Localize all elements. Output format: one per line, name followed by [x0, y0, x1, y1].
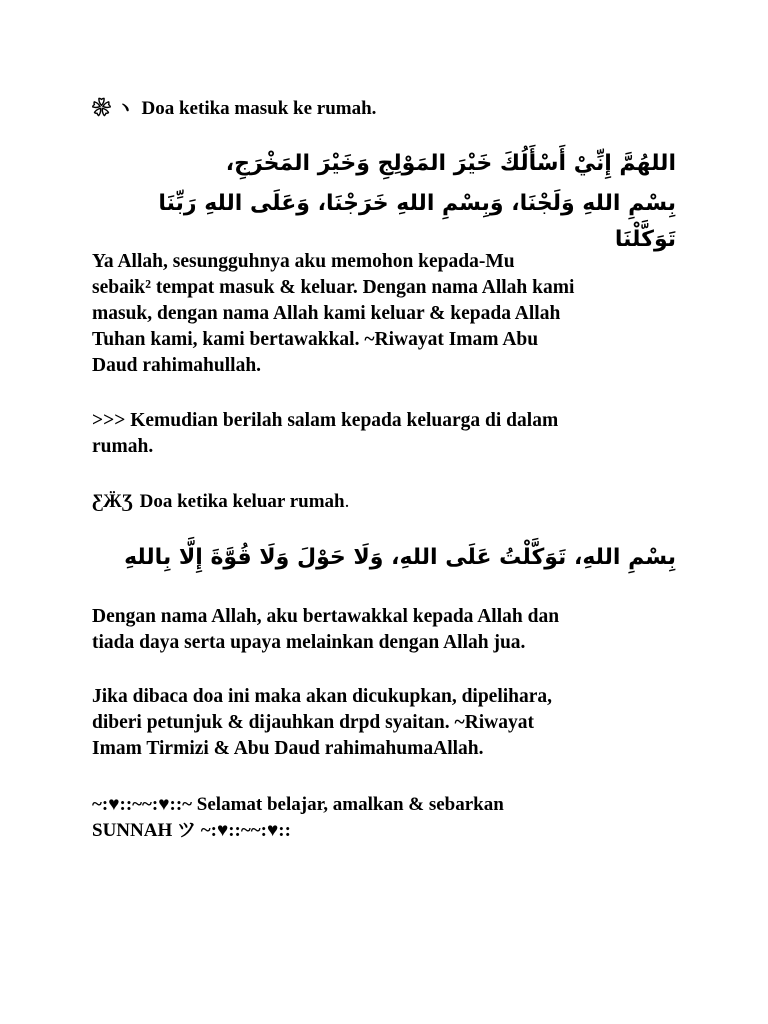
benefit-line: Jika dibaca doa ini maka akan dicukupkan, dipelihara,: [92, 686, 553, 707]
note-line: rumah.: [92, 436, 154, 457]
benefit-line: Imam Tirmizi & Abu Daud rahimahumaAllah.: [92, 738, 484, 759]
translation-line: tiada daya serta upaya melainkan dengan Allah jua.: [92, 632, 526, 653]
closing-line1: ~:♥::~~:♥::~ Selamat belajar, amalkan & sebarkan: [92, 794, 504, 815]
translation-line: masuk, dengan nama Allah kami keluar & kepada Allah: [92, 303, 561, 324]
section2-translation: [92, 604, 692, 656]
section1-translation: [92, 249, 692, 379]
translation-line: Dengan nama Allah, aku bertawakkal kepada Allah dan: [92, 606, 560, 627]
section1-title: Doa ketika masuk ke rumah.: [141, 98, 377, 119]
note-line: >>> Kemudian berilah salam kepada keluarga di dalam: [92, 410, 559, 431]
section2-benefit: [92, 684, 692, 762]
section2-heading: [92, 491, 349, 513]
translation-line: Tuhan kami, kami bertawakkal. ~Riwayat Imam Abu: [92, 329, 539, 350]
closing-message: [92, 792, 692, 844]
section2-arabic-line1: بِسْمِ اللهِ، تَوَكَّلْتُ عَلَى اللهِ، وَلَا حَوْلَ وَلَا قُوَّةَ إِلَّا بِاللهِ: [124, 545, 676, 570]
translation-line: Ya Allah, sesungguhnya aku memohon kepada-Mu: [92, 251, 515, 272]
flower-icon: ❀ ヽ: [92, 98, 135, 119]
translation-line: sebaik² tempat masuk & keluar. Dengan nama Allah kami: [92, 277, 575, 298]
section1-arabic-line1: اللهُمَّ إِنِّيْ أَسْأَلُكَ خَيْرَ المَوْلِجِ وَخَيْرَ المَخْرَجِ،: [225, 151, 676, 176]
section2-title: Doa ketika keluar rumah: [139, 491, 345, 512]
butterfly-icon: ƸӜƷ: [92, 491, 133, 512]
section1-heading: [92, 98, 376, 120]
section2-title-end: .: [344, 491, 350, 512]
section1-arabic-line2: بِسْمِ اللهِ وَلَجْنَا، وَبِسْمِ اللهِ خَرَجْنَا، وَعَلَى اللهِ رَبِّنَا تَوَكَّلْنَا: [158, 191, 676, 252]
section1-note: [92, 408, 692, 460]
benefit-line: diberi petunjuk & dijauhkan drpd syaitan. ~Riwayat: [92, 712, 534, 733]
closing-line2: SUNNAH ツ ~:♥::~~:♥::: [92, 820, 291, 841]
translation-line: Daud rahimahullah.: [92, 355, 262, 376]
